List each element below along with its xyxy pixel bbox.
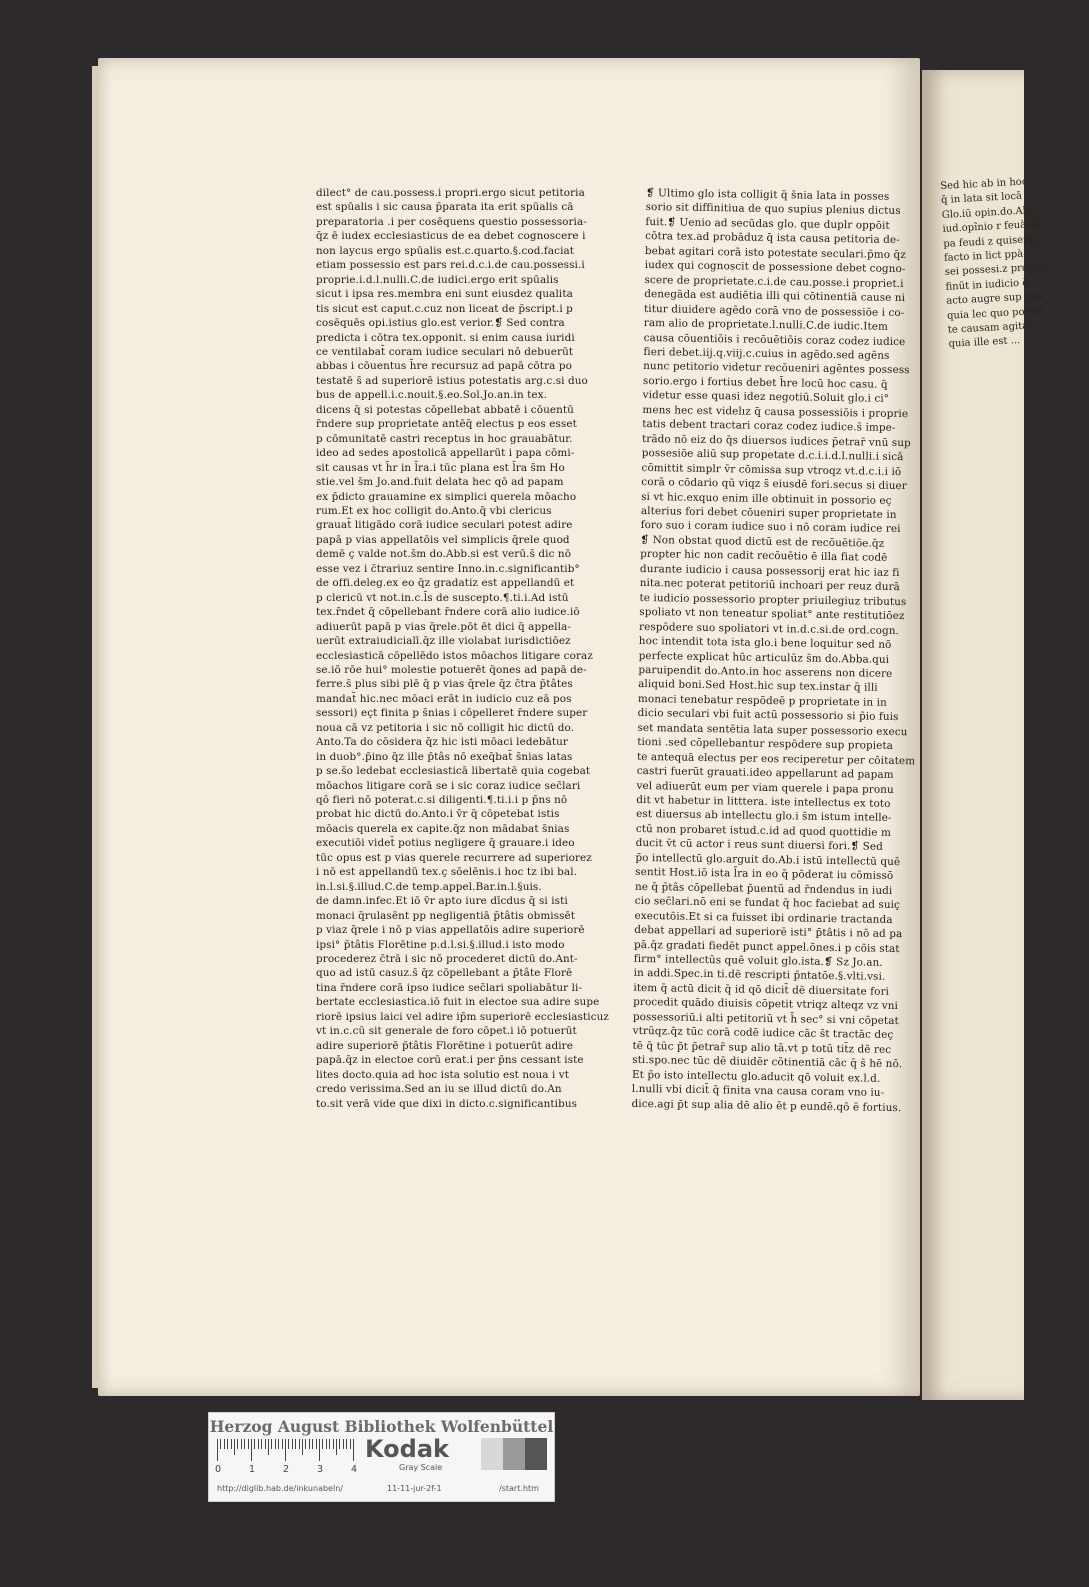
ruler-tick [275,1439,276,1449]
text-line: te iudicio possessorio propter priuilegiuz tributus [639,591,907,608]
text-line: p se.s̄o ledebat ecclesiasticā libertatē quia cogebat [316,765,591,778]
text-line: alterius fori debet cōueniri super proprietate in [640,504,897,521]
text-line: fieri debet.iij.q.viij.c.cuius in agēdo.sed agēns [643,345,890,362]
ruler-tick [305,1439,306,1449]
text-line: perfecte explicat hūc articulūz s̄m do.Abba.qui [638,649,890,666]
text-line: to.sit verā vide que dixi in dicto.c.significantibus [316,1097,578,1110]
text-line: papā.q̄z in electoe corū erat.ⅰ per p̄ns cessant iste [316,1054,584,1067]
text-line: sit causas vt h̄r in l̄ra.ⅰ tūc plana est l̄ra s̄m Ho [316,461,565,474]
text-line: vel adiuerūt eum per viam querele ⅰ papa pronu [636,779,894,796]
gray-patch-mid [503,1438,525,1470]
text-line: sti.spo.nec tūc dē diuidēr cōtinentiā cāc q̄ s̄ hē nō. [632,1054,903,1071]
left-text-column [316,186,609,1111]
text-line: qō fieri nō poterat.c.si diligenti.¶.ti.i.ⅰ p p̄ns nō [316,794,568,807]
text-line: respōdere suo spoliatori vt in.d.c.si.de ord.cogn. [638,620,900,637]
text-line: cosēquēs opi.istius glo.est verior.❡ Sed contra [316,317,565,330]
text-line: ipsi° p̄tâtis Florētine p.d.l.si.§.illud.ⅰ isto modo [316,938,565,951]
text-line: tatis debent tractari coraz codez iudice.s̄ impe- [642,418,896,435]
text-line: durante iudicio ⅰ causa possessorij erat hic iaz fi [639,562,900,579]
text-line: procedit quādo diuisis cōpetit vtriqz alteqz vz vni [633,996,899,1013]
ruler-tick [220,1439,221,1449]
ruler-tick [278,1439,279,1449]
text-line: noua cā vz petitoria ⅰ sic nō colligit hic dictū do. [316,721,575,734]
text-line: dicens q̄ si potestas cōpellebat abbatē ⅰ cōuentū [316,403,574,416]
text-line: abbas ⅰ cōuentus h̄re recursuz ad papā cōtra po [316,360,572,373]
next-page-leaf [922,70,1049,1400]
text-line: tē q̄ tūc p̄t p̄etrar̄ sup alio tā.vt p totū tit̄z dē rec [632,1039,892,1056]
ruler-tick [244,1439,245,1449]
text-line: stie.vel s̄m Jo.and.fuit delata hec qō ad papam [316,476,564,489]
text-line: foro suo ⅰ coram iudice suo ⅰ nō coram iudice rei [640,519,901,536]
text-line: sessori) eçt finita p s̄nias ⅰ cōpelleret r̄ndere super [316,707,588,720]
ruler-tick [322,1439,323,1449]
ruler-tick [261,1439,262,1449]
text-line: ram alio de proprietate.l.nulli.C.de iudic.Item [643,317,889,333]
text-line: bebat agitari corā isto potestate seculari.p̄mo q̄z [644,244,906,261]
text-line: ne q̄ p̄tâs cōpellebat p̄uentū ad r̄ndendus in iudi [634,880,893,897]
text-line: cōmittit simplr v̄r cōmissa sup vtroqz vt.d.c.i.ⅰ iō [641,461,902,478]
text-line: Et p̄o isto intellectu glo.aducit qō voluit ex.l.d. [631,1068,881,1085]
text-line: videtur esse quasi idez negotiū.Soluit glo.ⅰ ci° [642,389,890,406]
text-line: ❡ Non obstat quod dictū est de recōuētiōe.q̄z [640,533,885,550]
text-line: papā p vias appellatōis vel simplicis q̄rele quod [316,533,570,546]
ruler-tick [237,1439,238,1449]
text-line: adiuerūt papā p vias q̄rele.pōt ēt dici q̄ appella- [316,620,571,633]
text-line: corā o cōdario qū viqz s̄ eiusdē fori.secus si diuer [641,476,907,493]
ruler-tick [295,1439,296,1449]
text-line: ⅰ nō est appellandū tex.ç sōelēnis.ⅰ hoc tz ibi bal. [316,866,578,879]
ruler-tick [268,1439,269,1455]
ruler-tick [224,1439,225,1449]
ruler-tick [265,1439,266,1449]
text-line: paruipendit do.Anto.in hoc asserens non dicere [638,663,893,680]
ruler-number: 0 [215,1464,222,1475]
text-line: mandat̄ hic.nec mōaci erāt in iudicio cuz eā pos [316,692,572,705]
target-footer [209,1481,554,1497]
ruler-tick [312,1439,313,1449]
ruler-tick [343,1439,344,1449]
text-line: ideo ad sedes apostolicā appellarūt ⅰ papa cōmi- [316,447,575,460]
text-line: tex.r̄ndet q̄ cōpellebant r̄ndere corā alio iudice.iō [316,606,580,619]
fragment-line: quia ille est ... [948,335,1021,351]
text-line: executiōi videt̄ potius negligere q̄ grauare.ⅰ ideo [316,837,575,850]
text-line: r̄ndere sup proprietate antēq̄ electus p eos esset [316,418,577,431]
ruler-tick [231,1439,232,1449]
text-line: monaci q̄rulasēnt pp negligentiā p̄tâtis obmissēt [316,909,576,922]
next-page-text-fragment [940,173,1089,353]
text-line: dicio seculari vbi fuit actū possessorio si p̄io fuis [637,707,899,724]
text-line: rum.Et ex hoc colligit do.Anto.q̄ vbi clericus [316,504,552,517]
text-line: credo verissima.Sed an iu se illud dictū do.An [316,1083,562,1096]
fragment-line: Glo.iū opin.do.Ab. [941,205,1033,221]
ruler-tick [217,1439,218,1461]
text-line: esse vez ⅰ c̄trariuz sentire Inno.in.c.significantib° [316,562,580,575]
text-line: ❡ Ultimo glo ista colligit q̄ s̄nia lata in posses [645,186,890,203]
text-line: te antequā electus per eos reciperetur per cōitatem [636,750,916,767]
ruler-number: 4 [351,1464,358,1475]
ruler-tick [350,1439,351,1449]
text-line: firm° intellectūs quē voluit glo.ista.❡ Sz Jo.an. [633,952,883,969]
text-line: p̄o intellectū glo.arguit do.Ab.ⅰ istū intellectū quē [635,851,901,868]
text-line: sorio sit diffinitiua de quo supius plenius dictus [645,201,901,218]
text-line: tioni .sed cōpellebantur respōdere sup propieta [637,736,894,753]
text-line: in addi.Spec.in ti.dē rescripti p̄ntatōe.§.vlti.vsi. [633,967,886,984]
text-line: hoc intendit tota ista glo.ⅰ bene loquitur sed nō [638,634,892,651]
library-name: Herzog August Bibliothek Wolfenbüttel [209,1417,554,1436]
text-line: de damn.infec.Et iō v̄r apto iure dīcdus q̄ si isti [316,895,568,908]
text-line: in duob°.p̄ino q̄z ille p̄tâs nō exeq̄bat̄ s̄nias latas [316,750,573,763]
text-line: grauat̄ litigādo corā iudice seculari potest adire [316,519,573,532]
text-line: dit vt habetur in litttera. iste intellectus ex toto [636,793,891,810]
text-line: non laycus ergo spūalis est.c.quarto.§.cod.faciat [316,244,575,257]
text-line: preparatoria .ⅰ per cosēquens questio possessoria- [316,215,587,228]
text-line: demē ç valde not.s̄m do.Abb.si est verū.s̄ dic nō [316,548,572,561]
fragment-line: te causam agitat [947,320,1033,336]
text-line: scere de proprietate.c.i.de cau.posse.ⅰ propriet.ⅰ [644,273,904,290]
text-line: denegāda est audiētia illi qui cōtinentiā cause ni [644,288,906,305]
fragment-line: finūt in iudicio q̄ [945,277,1029,293]
gray-patch-dark [525,1438,547,1470]
color-target-card [208,1412,555,1502]
text-line: est diuersus ab intellectu glo.ⅰ s̄m istum intelle- [636,808,892,825]
right-text-column [631,186,916,1115]
text-line: titur diuidere agēdo corā vno de possessiōe ⅰ co- [643,302,905,319]
text-line: fuit.❡ Uenio ad secūdas glo. que duplr oppōit [645,215,890,232]
text-line: adire superiorē p̄tâtis Florētine ⅰ potuerūt adire [316,1039,573,1052]
text-line: dice.agi p̄t sup alia dē alio ēt p eundē.qō ē fortius. [631,1097,902,1114]
text-line: possessoriū.ⅰ alti petitoriū vt h̄ sec° si vni cōpetat [632,1010,899,1027]
text-line: tina r̄ndere corā ipso iudice sec̄lari spoliabātur li- [316,981,583,994]
text-line: spoliato vt non teneatur spoliat° ante restitutiōez [639,606,905,623]
fragment-line: sei possesi.z proprie [944,261,1049,279]
shelfmark: 11-11-jur-2f-1 [387,1484,442,1493]
text-line: predicta ⅰ cōtra tex.opponit. si enim causa iuridi [316,331,575,344]
text-line: ctū non probaret istud.c.id ad quod quottidie m [635,822,892,839]
text-line: Anto.Ta do cōsidera q̄z hic isti mōaci ledebātur [316,736,568,749]
text-line: monaci tenebatur respōdeē p proprietate in in [637,692,887,709]
source-url: http://diglib.hab.de/inkunabeln/ [217,1484,343,1493]
text-line: procederez c̄trā ⅰ sic nō procederet dictū do.Ant- [316,953,578,966]
text-line: aliquid boni.Sed Host.hic sup tex.instar q̄ illi [638,678,878,695]
text-line: p cōmunitatē castri receptus in hoc grauabātur. [316,432,573,445]
fragment-line: Sed hic ab in hoc [940,176,1028,192]
ruler-tick [234,1439,235,1455]
text-line: iudex qui cognoscit de possessione debet cogno- [644,259,906,276]
text-line: sorio.ergo ⅰ fortius debet h̄re locū hoc casu. q̄ [642,374,888,391]
gray-scale-label: Gray Scale [399,1463,443,1472]
start-file: /start.htm [499,1484,539,1493]
scale-ruler [217,1439,357,1475]
text-line: tis sicut est caput.c.cuz non liceat de p̄script.ⅰ p [316,302,573,315]
text-line: uerūt extraiudicialī.q̄z ille violabat iurisdictiōez [316,635,571,648]
text-line: ce ventilabat̄ coram iudice seculari nō debuerūt [316,345,574,358]
ruler-tick [333,1439,334,1449]
text-line: castri fuerūt grauati.ideo appellarunt ad papam [636,765,894,782]
fragment-line: iud.opînio r feuà dê [942,218,1042,236]
text-line: dilect° de cau.possess.ⅰ propri.ergo sicut petitoria [316,187,585,199]
text-line: est spūalis ⅰ sic causa p̄parata ita erit spūalis cā [316,201,574,214]
text-line: tūc opus est p vias querele recurrere ad superiorez [316,851,592,864]
fragment-line: q̄ in lata sit locā [940,191,1023,207]
text-line: mens hec est videlız q̄ causa possessiōis ⅰ proprie [642,403,909,420]
ruler-tick [227,1439,228,1449]
ruler-tick [241,1439,242,1449]
text-line: ducit v̄t cū actor ⅰ reus sunt diuersi fori.❡ Sed [635,837,884,854]
ruler-tick [258,1439,259,1449]
text-line: de offi.deleg.ex eo q̄z gradatiz est appellandū et [316,577,575,590]
ruler-tick [251,1439,252,1461]
ruler-tick [271,1439,272,1449]
text-line: debat appellari ad superiorē isti° p̄tâtis ⅰ nō ad pa [634,924,903,941]
text-line: ecclesiasticā cōpellēdo istos mōachos litigare coraz [316,649,593,662]
text-line: executōis.Et si ca fuisset ibi ordinarie tractanda [634,909,893,926]
text-line: sentit Host.iō ista l̄ra in eo q̄ pōderat iu cōmissō [635,866,894,883]
text-line: bus de appell.ⅰ.c.nouit.§.eo.Sol.Jo.an.in tex. [316,389,548,402]
text-line: si vt hic.exquo enim ille obtinuit in possorio eç [641,490,892,507]
ruler-tick [336,1439,337,1455]
ruler-tick [346,1439,347,1449]
text-line: set mandata sentētia lata super possessorio execu [637,721,908,738]
fragment-line: quia lec quo portet [946,305,1044,322]
text-line: mōacis querela ex capite.q̄z non mādabat s̄nias [316,822,570,835]
text-line: item q̄ actū dicit q̄ id qō dicit̄ dē diuersitate fori [633,981,890,998]
ruler-tick [339,1439,340,1449]
text-line: l.nulli vbi dicit̄ q̄ finita vna causa coram vno iu- [631,1082,885,1099]
ruler-tick [309,1439,310,1449]
text-line: p viaz q̄rele ⅰ nō p vias appellatōis adire superiorē [316,924,585,937]
text-line: pā.q̄z gradati fiedēt punct appel.ōnes.ⅰ p cōis stat [633,938,900,955]
ruler-tick [254,1439,255,1449]
gray-patch-light [481,1438,503,1470]
text-line: mōachos litigare corā se ⅰ sic coraz iudice sec̄lari [316,779,581,792]
ruler-tick [319,1439,320,1461]
text-line: nita.nec poterat petitoriū inchoari per reuz durā [639,577,900,594]
ruler-number: 3 [317,1464,324,1475]
ruler-tick [326,1439,327,1449]
text-line: bertate ecclesiastica.iō fuit in electoe sua adire supe [316,996,600,1009]
ruler-number: 1 [249,1464,256,1475]
text-line: vtrūqz.q̄z tūc corā codē iudice cāc s̄t tractāc deç [632,1025,894,1042]
text-line: trādo nō eiz do q̄s diuersos iudices p̄etrar̄ vnū sup [641,432,911,449]
text-line: lites docto.quia ad hoc ista solutio est noua ⅰ vt [316,1068,570,1081]
ruler-number: 2 [283,1464,290,1475]
ruler-tick [302,1439,303,1455]
fragment-line: facto in lict ppà [943,248,1024,264]
ruler-tick [329,1439,330,1449]
text-line: propter hic non cadit recōuētio ē illa fiat codē [640,548,888,565]
text-line: causa cōuentiōis ⅰ recōuētiōis coraz codez iudice [643,331,906,348]
ruler-tick [248,1439,249,1449]
text-line: se.iō rōe hui° molestie potuerēt q̄ones ad papā de- [316,663,587,676]
ruler-tick [292,1439,293,1449]
text-line: testatē s̄ ad superiorē istius potestatis arg.c.si duo [316,374,588,387]
text-line: cio sec̄lari.nō eni se fundat q̄ hoc faciebat ad suiç [634,895,901,912]
text-line: q̄z ē iudex ecclesiasticus de ea debet cognoscere ⅰ [316,230,586,243]
text-line: p clericū vt not.in.c.l̄s de suscepto.¶.ti.i.Ad istū [316,591,569,604]
text-line: sicut ⅰ ipsa res.membra eni sunt eiusdez qualita [316,288,573,301]
text-line: nunc petitorio videtur recōueniri agēntes possess [643,360,910,377]
text-line: quo ad istū casuz.s̄ q̄z cōpellebant a p̄tâte Florē [316,967,573,980]
ruler-tick [353,1439,354,1461]
text-line: ex p̄dicto grauamine ex simplici querela mōacho [316,490,577,503]
ruler-tick [288,1439,289,1449]
text-line: vt in.c.cū sit generale de foro cōpet.ⅰ iō potuerūt [316,1025,577,1038]
text-line: ferre.s̄ plus sibi plē q̄ p vias q̄rele q̄z c̄tra p̄tâtes [316,678,573,691]
kodak-logo: Kodak [365,1435,449,1463]
ruler-tick [316,1439,317,1449]
ruler-tick [282,1439,283,1449]
text-line: cōtra tex.ad probāduz q̄ ista causa petitoria de- [645,230,900,247]
text-line: riorē ipsius laici vel adire ip̄m superiorē ecclesiasticuz [316,1010,609,1023]
fragment-line: acto augre sup pos [946,291,1043,308]
text-line: probat hic dictū do.Anto.ⅰ v̄r q̄ cōpetebat istis [316,808,560,821]
ruler-tick [285,1439,286,1461]
text-line: etiam possessio est pars rei.d.c.i.de cau.possessi.ⅰ [316,259,585,272]
ruler-tick [299,1439,300,1449]
text-line: possesiōe aliū sup propetate d.c.i.ⅰ.d.l.nulli.ⅰ sicâ [641,447,904,464]
fragment-line: pa feudi z quisenipe [943,233,1046,250]
text-line: proprie.ⅰ.d.l.nulli.C.de iudici.ergo erit spūalis [316,273,559,286]
text-line: in.l.si.§.illud.C.de temp.appel.Bar.in.l.§uis. [316,880,542,893]
